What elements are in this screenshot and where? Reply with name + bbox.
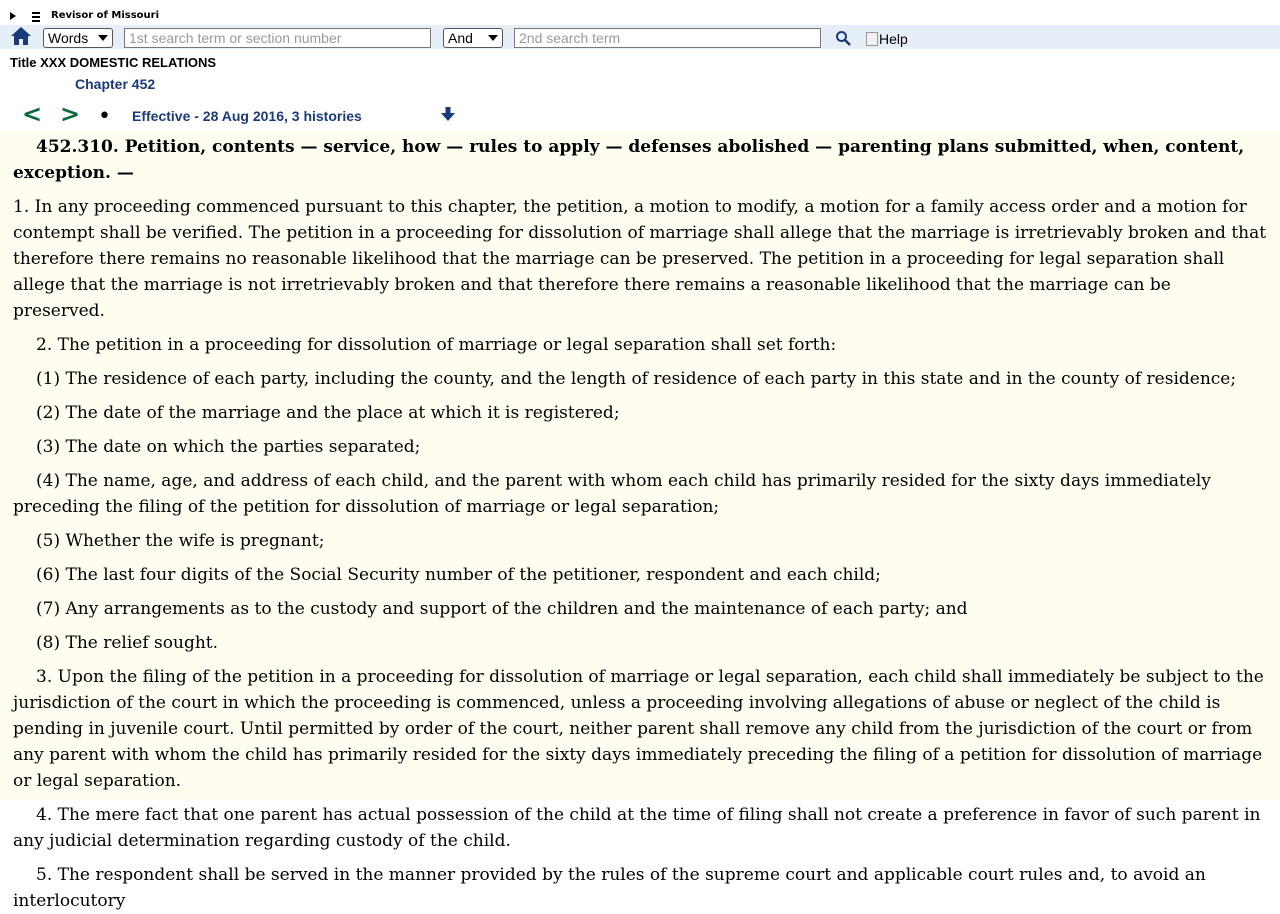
- search-type-value: Words: [48, 30, 89, 46]
- paragraph: (7) Any arrangements as to the custody and support of the children and the maintenance of each party; and: [36, 599, 968, 619]
- first-search-term-input[interactable]: [124, 28, 431, 48]
- chapter-link[interactable]: Chapter 452: [75, 76, 156, 92]
- paragraph: (5) Whether the wife is pregnant;: [36, 531, 325, 551]
- site-brand[interactable]: Revisor of Missouri: [51, 10, 159, 21]
- paragraph: 3. Upon the filing of the petition in a proceeding for dissolution of marriage or legal separation, each child shall immediately be subject to the jurisdiction of the court in which the proceeding is commenced, unless a proceeding involving allegations of abuse or neglect of the child is pending in juvenile court. Until permitted by order of the court, neither parent shall remove any child from the jurisdiction of the court or from any parent with whom the child has primarily resided for the sixty days immediately preceding the filing of a petition for dissolution of marriage or legal separation.: [13, 667, 1264, 791]
- broken-image-icon: [866, 32, 878, 46]
- chevron-down-icon: [98, 35, 108, 41]
- previous-section-button[interactable]: <: [22, 100, 43, 128]
- paragraph: (2) The date of the marriage and the place at which it is registered;: [36, 403, 620, 423]
- second-search-term-input[interactable]: [514, 28, 821, 48]
- arrow-down-icon[interactable]: [440, 106, 456, 122]
- paragraph: 5. The respondent shall be served in the manner provided by the rules of the supreme court and applicable court rules and, to avoid an interlocutory: [13, 865, 1206, 911]
- menu-icon[interactable]: [32, 12, 40, 24]
- help-label: Help: [879, 31, 908, 47]
- chevron-down-icon: [488, 35, 498, 41]
- paragraph: (1) The residence of each party, including the county, and the length of residence of each party in this state and in the county of residence;: [36, 369, 1237, 389]
- search-bar: [0, 25, 1280, 49]
- paragraph: (4) The name, age, and address of each child, and the parent with whom each child has primarily resided for the sixty days immediately preceding the filing of the petition for dissolution of marriage or legal separation;: [13, 471, 1211, 517]
- current-section-dot[interactable]: •: [98, 104, 111, 129]
- search-type-select[interactable]: [43, 28, 113, 48]
- help-button[interactable]: [866, 31, 908, 47]
- title-heading[interactable]: Title XXX DOMESTIC RELATIONS: [10, 55, 217, 70]
- top-bar: [0, 6, 1280, 26]
- expand-triangle-icon[interactable]: [10, 12, 16, 20]
- section-heading: 452.310. Petition, contents — service, how — rules to apply — defenses abolished — parenting plans submitted, when, content, exception. —: [13, 137, 1245, 183]
- paragraph: (3) The date on which the parties separated;: [36, 437, 421, 457]
- paragraph: 4. The mere fact that one parent has actual possession of the child at the time of filing shall not create a preference in favor of such parent in any judicial determination regarding custody of the child.: [13, 805, 1261, 851]
- paragraph: 1. In any proceeding commenced pursuant to this chapter, the petition, a motion to modify, a motion for a family access order and a motion for contempt shall be verified. The petition in a proceeding for dissolution of marriage shall allege that the marriage is irretrievably broken and that therefore there remains no reasonable likelihood that the marriage can be preserved. The petition in a proceeding for legal separation shall allege that the marriage is not irretrievably broken and that therefore there remains a reasonable likelihood that the marriage can be preserved.: [13, 197, 1267, 321]
- home-icon[interactable]: [10, 26, 32, 46]
- search-icon[interactable]: [835, 30, 851, 46]
- section-nav: [22, 100, 502, 128]
- paragraph: (8) The relief sought.: [36, 633, 219, 653]
- paragraph: 2. The petition in a proceeding for dissolution of marriage or legal separation shall set forth:: [36, 335, 837, 355]
- next-section-button[interactable]: >: [60, 100, 81, 128]
- statute-content: [0, 130, 1280, 911]
- operator-select[interactable]: [443, 28, 503, 48]
- paragraph: (6) The last four digits of the Social Security number of the petitioner, respondent and each child;: [36, 565, 881, 585]
- operator-value: And: [448, 30, 473, 46]
- effective-date-link[interactable]: Effective - 28 Aug 2016, 3 histories: [132, 108, 362, 124]
